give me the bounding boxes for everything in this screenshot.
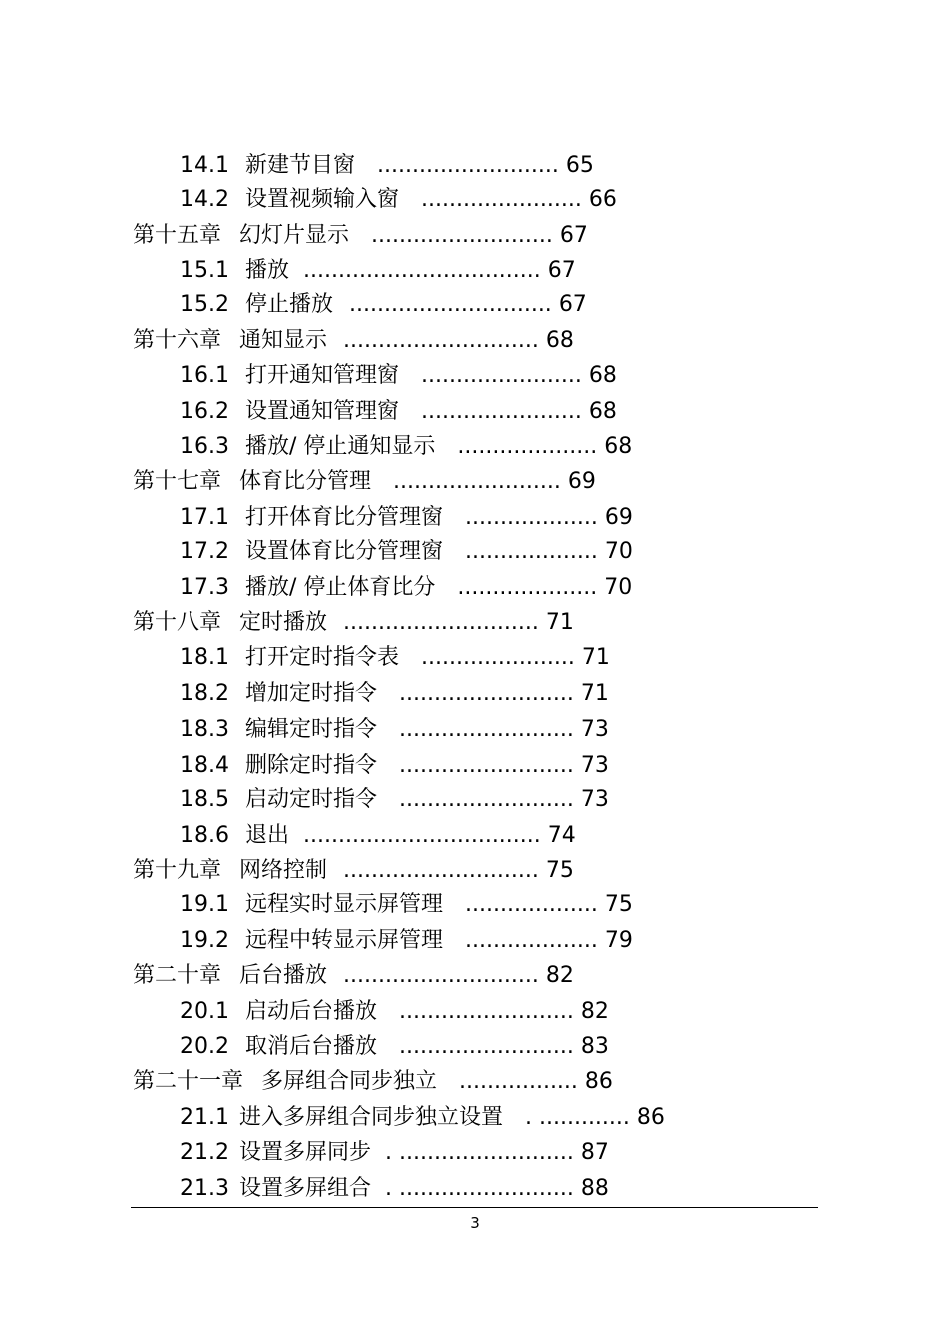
entry-number: 14.2 [180, 187, 229, 212]
entry-title: 设置体育比分管理窗 [244, 539, 443, 564]
footer-rule [131, 1207, 818, 1208]
toc-entry[interactable] [180, 185, 617, 215]
toc-entry[interactable] [180, 785, 609, 815]
toc-entry[interactable] [180, 679, 609, 709]
entry-title: 远程实时显示屏管理 [244, 892, 443, 917]
entry-number: 18.4 [180, 753, 229, 778]
entry-number: 21.3 [180, 1176, 229, 1201]
entry-number: 17.1 [180, 505, 229, 530]
entry-leader: ............................ [343, 963, 539, 988]
entry-leader: ......................... [399, 1034, 574, 1059]
entry-leader: ......................... [399, 787, 574, 812]
entry-title: 停止播放 [244, 292, 333, 317]
entry-leader: ......................... [399, 999, 574, 1024]
entry-page: 73 [580, 753, 609, 778]
entry-page: 71 [545, 610, 574, 635]
entry-title: 多屏组合同步独立 [261, 1069, 438, 1094]
entry-title: 远程中转显示屏管理 [244, 928, 443, 953]
toc-entry[interactable] [180, 890, 633, 920]
entry-leader: . ......................... [385, 1176, 574, 1201]
toc-entry[interactable] [180, 1174, 609, 1204]
entry-leader: ................... [465, 505, 598, 530]
entry-number: 18.2 [180, 681, 229, 706]
entry-number: 18.3 [180, 717, 229, 742]
entry-title: 播放 [244, 258, 289, 283]
entry-page: 71 [581, 645, 610, 670]
chapter-number: 第十八章 [133, 610, 222, 635]
entry-number: 16.1 [180, 363, 229, 388]
entry-title: 幻灯片显示 [239, 223, 350, 248]
entry-number: 15.1 [180, 258, 229, 283]
toc-entry[interactable] [133, 221, 588, 251]
toc-entry[interactable] [180, 1103, 665, 1133]
entry-number: 18.6 [180, 823, 229, 848]
entry-title: 打开通知管理窗 [244, 363, 399, 388]
entry-page: 88 [580, 1176, 609, 1201]
entry-title: 播放/ 停止体育比分 [244, 575, 436, 600]
entry-page: 75 [604, 892, 633, 917]
entry-page: 68 [588, 363, 617, 388]
entry-number: 15.2 [180, 292, 229, 317]
entry-page: 68 [588, 399, 617, 424]
entry-number: 19.1 [180, 892, 229, 917]
entry-page: 75 [545, 858, 574, 883]
toc-entry[interactable] [180, 432, 632, 462]
entry-leader: ................... [465, 892, 598, 917]
toc-entry[interactable] [180, 256, 576, 286]
entry-leader: ...................... [421, 645, 575, 670]
entry-title: 打开体育比分管理窗 [244, 505, 443, 530]
entry-title: 增加定时指令 [244, 681, 377, 706]
toc-entry[interactable] [180, 997, 609, 1027]
entry-leader: ....................... [421, 363, 582, 388]
entry-page: 66 [588, 187, 617, 212]
entry-page: 71 [580, 681, 609, 706]
toc-entry[interactable] [133, 856, 574, 886]
entry-leader: ......................... [399, 717, 574, 742]
chapter-number: 第十六章 [133, 328, 222, 353]
entry-page: 67 [547, 258, 576, 283]
toc-entry[interactable] [133, 326, 574, 356]
entry-title: 删除定时指令 [244, 753, 377, 778]
entry-leader: ....................... [421, 399, 582, 424]
toc-entry[interactable] [180, 397, 617, 427]
entry-leader: .................... [457, 434, 598, 459]
entry-leader: ............................ [343, 328, 539, 353]
entry-title: 启动后台播放 [244, 999, 377, 1024]
entry-title: 设置多屏同步 [238, 1140, 371, 1165]
entry-title: 设置通知管理窗 [244, 399, 399, 424]
entry-page: 82 [545, 963, 574, 988]
entry-leader: ........................ [393, 469, 561, 494]
entry-leader: ............................ [343, 610, 539, 635]
chapter-number: 第二十章 [133, 963, 222, 988]
entry-page: 69 [604, 505, 633, 530]
entry-title: 打开定时指令表 [244, 645, 399, 670]
entry-title: 体育比分管理 [239, 469, 372, 494]
entry-leader: ......................... [399, 753, 574, 778]
entry-leader: .......................... [377, 153, 559, 178]
toc-entry[interactable] [180, 926, 633, 956]
entry-number: 16.2 [180, 399, 229, 424]
chapter-number: 第十五章 [133, 223, 222, 248]
entry-leader: ................. [459, 1069, 578, 1094]
entry-number: 20.1 [180, 999, 229, 1024]
entry-number: 17.2 [180, 539, 229, 564]
entry-title: 后台播放 [239, 963, 328, 988]
entry-leader: . ............. [525, 1105, 630, 1130]
entry-number: 18.1 [180, 645, 229, 670]
entry-title: 播放/ 停止通知显示 [244, 434, 436, 459]
toc-entry[interactable] [180, 643, 610, 673]
entry-leader: .................................. [303, 823, 541, 848]
entry-leader: ......................... [399, 681, 574, 706]
entry-leader: .......................... [371, 223, 553, 248]
entry-leader: ............................ [343, 858, 539, 883]
entry-page: 73 [580, 787, 609, 812]
entry-title: 设置视频输入窗 [244, 187, 399, 212]
toc-entry[interactable] [180, 715, 609, 745]
page-number: 3 [470, 1214, 480, 1232]
entry-leader: ................... [465, 539, 598, 564]
entry-page: 74 [547, 823, 576, 848]
entry-number: 21.1 [180, 1105, 229, 1130]
toc-entry[interactable] [133, 467, 596, 497]
entry-page: 67 [559, 223, 588, 248]
entry-title: 设置多屏组合 [238, 1176, 371, 1201]
entry-leader: ....................... [421, 187, 582, 212]
entry-page: 87 [580, 1140, 609, 1165]
toc-entry[interactable] [180, 290, 587, 320]
toc-entry[interactable] [133, 961, 574, 991]
entry-title: 定时播放 [239, 610, 328, 635]
toc-entry[interactable] [180, 361, 617, 391]
entry-title: 进入多屏组合同步独立设置 [238, 1105, 503, 1130]
entry-page: 65 [565, 153, 594, 178]
entry-page: 70 [604, 575, 633, 600]
entry-title: 启动定时指令 [244, 787, 377, 812]
entry-leader: .................... [457, 575, 598, 600]
entry-page: 79 [604, 928, 633, 953]
chapter-number: 第十九章 [133, 858, 222, 883]
toc-entry[interactable] [180, 1138, 609, 1168]
entry-title: 退出 [244, 823, 289, 848]
entry-title: 取消后台播放 [244, 1034, 377, 1059]
entry-page: 82 [580, 999, 609, 1024]
entry-leader: . ......................... [385, 1140, 574, 1165]
toc-entry[interactable] [180, 503, 633, 533]
entry-number: 20.2 [180, 1034, 229, 1059]
entry-page: 70 [604, 539, 633, 564]
toc-entry[interactable] [180, 573, 632, 603]
entry-number: 16.3 [180, 434, 229, 459]
toc-entry[interactable] [133, 608, 574, 638]
entry-page: 86 [584, 1069, 613, 1094]
entry-number: 18.5 [180, 787, 229, 812]
entry-title: 编辑定时指令 [244, 717, 377, 742]
toc-entry[interactable] [180, 537, 633, 567]
toc-entry[interactable] [180, 1032, 609, 1062]
toc-entry[interactable] [180, 821, 576, 851]
entry-page: 83 [580, 1034, 609, 1059]
chapter-number: 第十七章 [133, 469, 222, 494]
entry-page: 67 [558, 292, 587, 317]
toc-entry[interactable] [133, 1067, 613, 1097]
entry-leader: ............................. [349, 292, 552, 317]
entry-page: 86 [636, 1105, 665, 1130]
toc-entry[interactable] [180, 151, 594, 181]
entry-title: 通知显示 [239, 328, 328, 353]
entry-page: 69 [567, 469, 596, 494]
entry-title: 网络控制 [239, 858, 328, 883]
entry-number: 17.3 [180, 575, 229, 600]
toc-entry[interactable] [180, 751, 609, 781]
entry-number: 21.2 [180, 1140, 229, 1165]
entry-number: 14.1 [180, 153, 229, 178]
entry-title: 新建节目窗 [244, 153, 355, 178]
entry-page: 68 [604, 434, 633, 459]
entry-page: 68 [545, 328, 574, 353]
chapter-number: 第二十一章 [133, 1069, 244, 1094]
entry-page: 73 [580, 717, 609, 742]
entry-leader: ................... [465, 928, 598, 953]
entry-leader: .................................. [303, 258, 541, 283]
entry-number: 19.2 [180, 928, 229, 953]
